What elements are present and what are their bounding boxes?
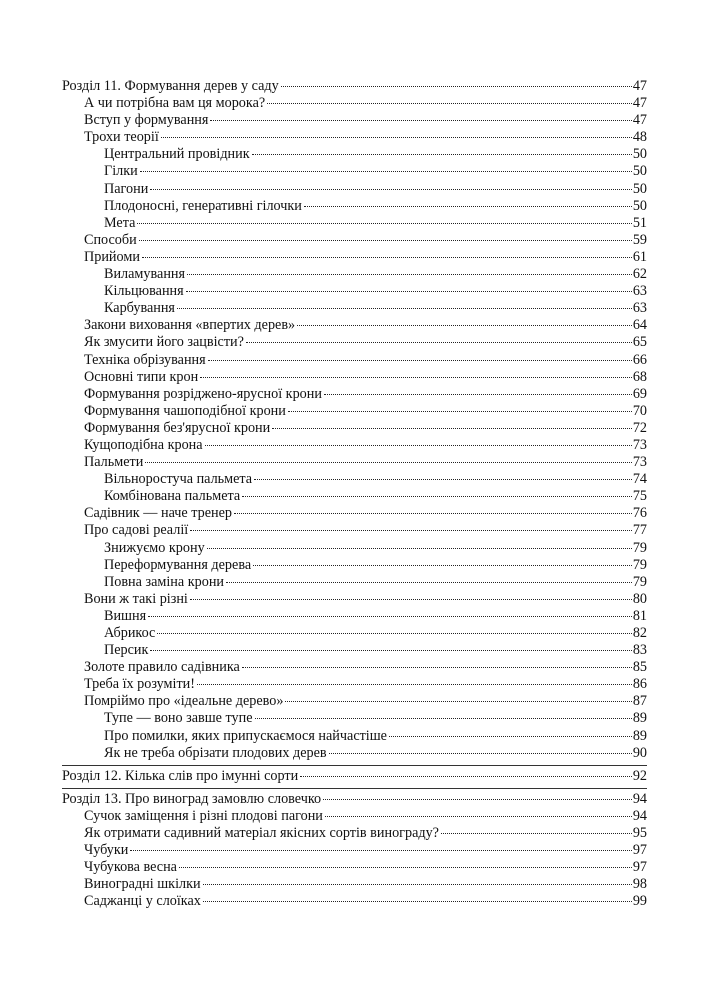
toc-entry-page: 73	[632, 436, 647, 453]
dot-leader	[234, 513, 632, 514]
toc-entry-title: Способи	[84, 231, 137, 248]
dot-leader	[139, 240, 632, 241]
toc-chapter-entry[interactable]	[62, 768, 647, 785]
dot-leader	[187, 274, 632, 275]
toc-entry[interactable]	[62, 317, 647, 334]
toc-entry[interactable]	[62, 163, 647, 180]
dot-leader	[253, 565, 632, 566]
toc-entry[interactable]	[62, 283, 647, 300]
toc-entry-page: 85	[632, 659, 647, 676]
toc-entry[interactable]	[62, 334, 647, 351]
toc-entry-title: Пагони	[104, 180, 149, 197]
dot-leader	[242, 496, 632, 497]
dot-leader	[300, 776, 632, 777]
toc-entry[interactable]	[62, 300, 647, 317]
toc-entry-title: Центральний провідник	[104, 146, 250, 163]
dot-leader	[137, 223, 631, 224]
toc-entry-page: 97	[632, 859, 647, 876]
dot-leader	[323, 799, 632, 800]
toc-entry-title: Розділ 13. Про виноград замовлю словечко	[62, 790, 322, 807]
toc-entry[interactable]	[62, 808, 647, 825]
toc-entry-title: Садівник — наче тренер	[84, 505, 233, 522]
toc-entry-title: Закони виховання «впертих дерев»	[84, 317, 296, 334]
dot-leader	[246, 342, 632, 343]
toc-entry-page: 68	[632, 368, 647, 385]
toc-entry-title: Трохи теорії	[84, 129, 159, 146]
toc-entry-page: 92	[632, 767, 647, 784]
toc-entry-page: 95	[632, 825, 647, 842]
toc-entry[interactable]	[62, 557, 647, 574]
toc-entry-title: А чи потрібна вам ця морока?	[84, 95, 266, 112]
dot-leader	[272, 428, 632, 429]
toc-entry-page: 98	[632, 876, 647, 893]
dot-leader	[242, 667, 632, 668]
dot-leader	[200, 377, 632, 378]
toc-entry[interactable]	[62, 825, 647, 842]
toc-entry-page: 94	[632, 807, 647, 824]
toc-entry[interactable]	[62, 232, 647, 249]
toc-entry-title: Про помилки, яких припускаємося найчастіше	[104, 727, 387, 744]
toc-entry-title: Карбування	[104, 300, 175, 317]
toc-entry-page: 47	[632, 78, 647, 94]
toc-entry-title: Кільцювання	[104, 283, 184, 300]
toc-entry-page: 66	[632, 351, 647, 368]
dot-leader	[226, 582, 632, 583]
toc-entry-title: Розділ 12. Кілька слів про імунні сорти	[62, 767, 299, 784]
toc-entry-page: 89	[632, 710, 647, 727]
toc-entry[interactable]	[62, 505, 647, 522]
dot-leader	[203, 884, 632, 885]
toc-entry-page: 48	[632, 129, 647, 146]
toc-entry-title: Розділ 11. Формування дерев у саду	[62, 78, 279, 94]
toc-entry-title: Кущоподібна крона	[84, 436, 203, 453]
toc-entry-title: Вони ж такі різні	[84, 590, 188, 607]
dot-leader	[161, 137, 632, 138]
toc-entry-title: Як змусити його зацвісти?	[84, 334, 244, 351]
toc-entry-title: Техніка обрізування	[84, 351, 206, 368]
dot-leader	[210, 120, 631, 121]
dot-leader	[150, 189, 632, 190]
toc-entry-title: Мета	[104, 214, 136, 231]
toc-entry-title: Основні типи крон	[84, 368, 199, 385]
dot-leader	[207, 548, 632, 549]
dot-leader	[197, 684, 632, 685]
toc-entry[interactable]	[62, 659, 647, 676]
toc-entry-title: Як отримати садивний матеріал якісних сортів винограду?	[84, 825, 439, 842]
toc-entry[interactable]	[62, 403, 647, 420]
dot-leader	[389, 736, 632, 737]
table-of-contents	[62, 78, 647, 911]
toc-entry-title: Комбінована пальмета	[104, 488, 241, 505]
toc-entry[interactable]	[62, 471, 647, 488]
toc-entry[interactable]	[62, 129, 647, 146]
toc-entry[interactable]	[62, 215, 647, 232]
toc-entry[interactable]	[62, 266, 647, 283]
toc-entry-page: 63	[632, 283, 647, 300]
dot-leader	[288, 411, 632, 412]
toc-entry-page: 47	[632, 95, 647, 112]
toc-entry[interactable]	[62, 454, 647, 471]
toc-entry-page: 81	[632, 607, 647, 624]
toc-entry-title: Як не треба обрізати плодових дерев	[104, 744, 327, 761]
dot-leader	[150, 650, 631, 651]
toc-entry-title: Персик	[104, 642, 149, 659]
dot-leader	[285, 701, 631, 702]
toc-entry-page: 69	[632, 385, 647, 402]
toc-entry[interactable]	[62, 728, 647, 745]
toc-entry[interactable]	[62, 608, 647, 625]
dot-leader	[190, 530, 632, 531]
toc-entry[interactable]	[62, 95, 647, 112]
toc-entry[interactable]	[62, 522, 647, 539]
toc-entry-page: 79	[632, 539, 647, 556]
toc-entry-page: 64	[632, 317, 647, 334]
toc-entry[interactable]	[62, 386, 647, 403]
dot-leader	[297, 325, 632, 326]
toc-entry[interactable]	[62, 693, 647, 710]
toc-entry-title: Помріймо про «ідеальне дерево»	[84, 693, 284, 710]
toc-entry-page: 50	[632, 163, 647, 180]
toc-entry[interactable]	[62, 352, 647, 369]
toc-entry-title: Про садові реалії	[84, 522, 189, 539]
dot-leader	[203, 901, 632, 902]
toc-entry[interactable]	[62, 625, 647, 642]
dot-leader	[252, 154, 632, 155]
dot-leader	[329, 753, 632, 754]
toc-entry-page: 62	[632, 266, 647, 283]
toc-entry-page: 50	[632, 197, 647, 214]
chapter-divider	[62, 765, 647, 766]
toc-entry[interactable]	[62, 859, 647, 876]
toc-entry-page: 74	[632, 471, 647, 488]
toc-entry-title: Виламування	[104, 266, 186, 283]
dot-leader	[148, 616, 632, 617]
toc-entry[interactable]	[62, 198, 647, 215]
dot-leader	[281, 86, 632, 87]
toc-entry-title: Гілки	[104, 163, 138, 180]
toc-entry-title: Вступ у формування	[84, 112, 209, 129]
toc-entry[interactable]	[62, 112, 647, 129]
toc-entry[interactable]	[62, 893, 647, 910]
dot-leader	[130, 850, 631, 851]
toc-entry[interactable]	[62, 876, 647, 893]
toc-entry-title: Треба їх розуміти!	[84, 676, 195, 693]
toc-entry-title: Пальмети	[84, 454, 144, 471]
toc-chapter-entry[interactable]	[62, 78, 647, 95]
toc-entry-page: 82	[632, 625, 647, 641]
dot-leader	[190, 599, 632, 600]
toc-entry[interactable]	[62, 591, 647, 608]
toc-entry-page: 51	[632, 214, 647, 231]
toc-entry-title: Саджанці у слоїках	[84, 893, 201, 910]
toc-entry[interactable]	[62, 574, 647, 591]
toc-entry-page: 80	[632, 590, 647, 607]
dot-leader	[157, 633, 631, 634]
dot-leader	[255, 718, 632, 719]
toc-entry[interactable]	[62, 488, 647, 505]
dot-leader	[179, 867, 632, 868]
toc-entry-title: Абрикос	[104, 625, 156, 641]
toc-entry-page: 50	[632, 180, 647, 197]
dot-leader	[304, 206, 632, 207]
toc-entry-page: 77	[632, 522, 647, 539]
dot-leader	[142, 257, 632, 258]
toc-entry-title: Переформування дерева	[104, 556, 252, 573]
dot-leader	[145, 462, 632, 463]
toc-entry-page: 99	[632, 893, 647, 910]
toc-entry-title: Тупе — воно завше тупе	[104, 710, 253, 727]
toc-entry[interactable]	[62, 540, 647, 557]
toc-entry[interactable]	[62, 642, 647, 659]
toc-entry[interactable]	[62, 710, 647, 727]
dot-leader	[325, 816, 632, 817]
toc-entry-title: Чубукова весна	[84, 859, 177, 876]
dot-leader	[324, 394, 632, 395]
toc-entry-title: Формування розріджено-ярусної крони	[84, 385, 322, 402]
toc-entry-page: 90	[632, 744, 647, 761]
toc-entry-title: Вільноростуча пальмета	[104, 471, 253, 488]
toc-entry-page: 50	[632, 146, 647, 163]
dot-leader	[205, 445, 632, 446]
toc-entry-title: Формування чашоподібної крони	[84, 402, 286, 419]
toc-entry-page: 79	[632, 556, 647, 573]
toc-entry-page: 76	[632, 505, 647, 522]
dot-leader	[140, 171, 632, 172]
chapter-divider	[62, 788, 647, 789]
toc-entry[interactable]	[62, 249, 647, 266]
toc-entry-page: 65	[632, 334, 647, 351]
toc-entry-page: 75	[632, 488, 647, 505]
toc-entry-page: 47	[632, 112, 647, 129]
toc-entry-page: 94	[632, 790, 647, 807]
toc-entry-page: 87	[632, 693, 647, 710]
toc-entry-title: Золоте правило садівника	[84, 659, 240, 676]
toc-entry-page: 59	[632, 231, 647, 248]
toc-entry-title: Плодоносні, генеративні гілочки	[104, 197, 302, 214]
toc-entry[interactable]	[62, 437, 647, 454]
toc-entry-page: 73	[632, 454, 647, 471]
toc-entry[interactable]	[62, 745, 647, 762]
toc-entry[interactable]	[62, 369, 647, 386]
toc-entry-page: 63	[632, 300, 647, 317]
toc-entry-page: 89	[632, 727, 647, 744]
toc-entry-page: 72	[632, 419, 647, 436]
dot-leader	[441, 833, 632, 834]
dot-leader	[254, 479, 632, 480]
dot-leader	[267, 103, 632, 104]
toc-entry-title: Вишня	[104, 607, 147, 624]
toc-entry[interactable]	[62, 676, 647, 693]
dot-leader	[208, 360, 632, 361]
toc-entry-title: Виноградні шкілки	[84, 876, 201, 893]
toc-chapter-entry[interactable]	[62, 791, 647, 808]
toc-entry-page: 86	[632, 676, 647, 693]
toc-entry-title: Прийоми	[84, 248, 140, 265]
toc-entry[interactable]	[62, 420, 647, 437]
toc-entry[interactable]	[62, 842, 647, 859]
toc-entry-title: Сучок заміщення і різні плодові пагони	[84, 807, 323, 824]
toc-entry-title: Знижуємо крону	[104, 539, 205, 556]
dot-leader	[177, 308, 632, 309]
toc-entry-page: 61	[632, 248, 647, 265]
dot-leader	[186, 291, 632, 292]
toc-entry-page: 97	[632, 842, 647, 859]
toc-entry[interactable]	[62, 181, 647, 198]
toc-entry[interactable]	[62, 146, 647, 163]
toc-entry-page: 83	[632, 642, 647, 659]
toc-entry-title: Повна заміна крони	[104, 573, 224, 590]
toc-entry-page: 70	[632, 402, 647, 419]
toc-entry-title: Чубуки	[84, 842, 129, 859]
toc-entry-page: 79	[632, 573, 647, 590]
toc-entry-title: Формування без'ярусної крони	[84, 419, 271, 436]
